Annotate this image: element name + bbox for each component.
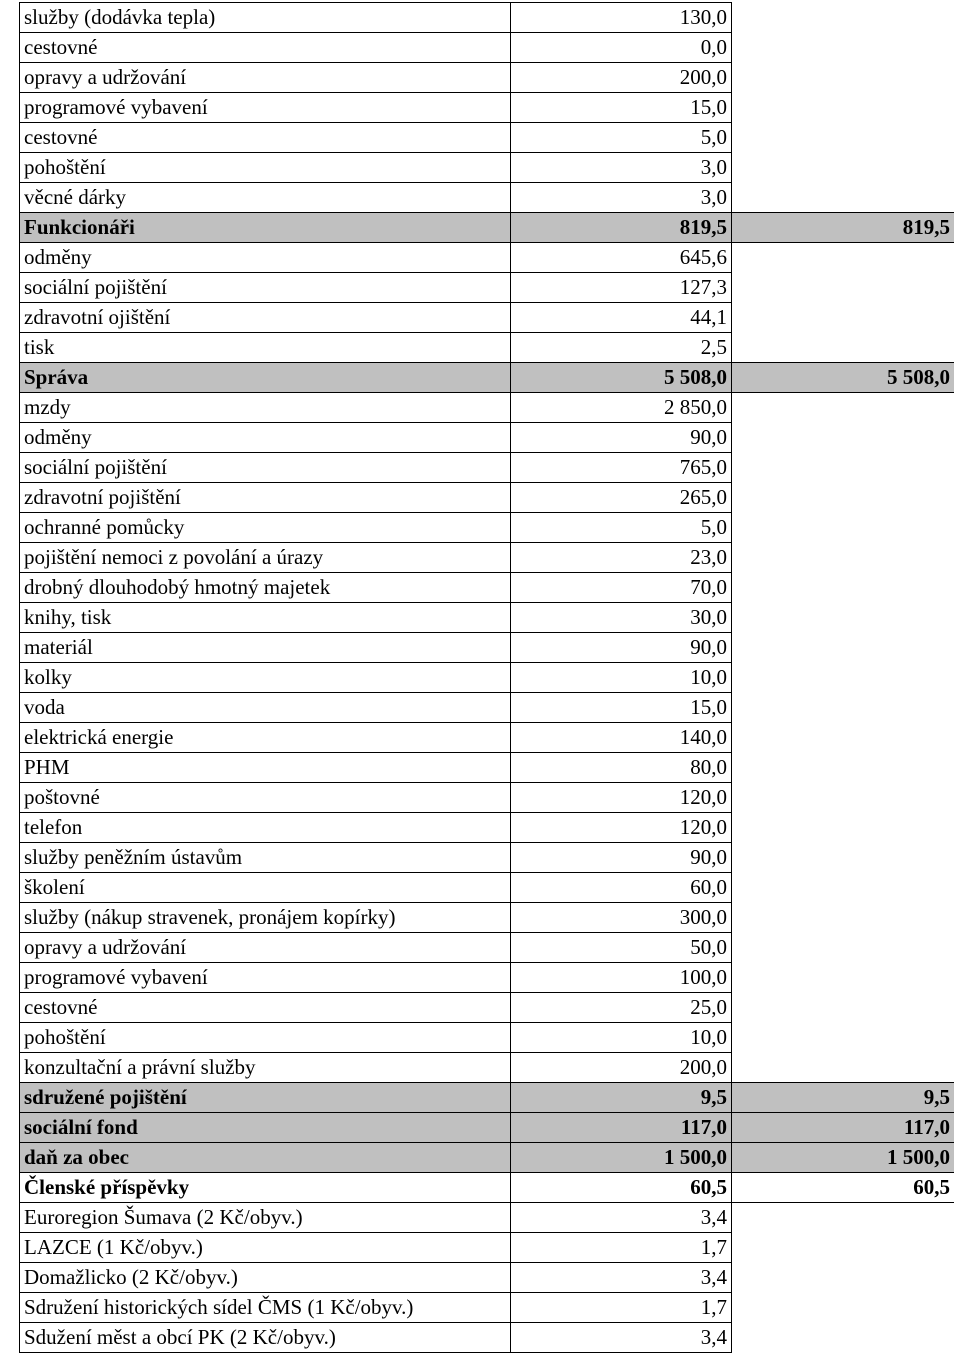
table-row bbox=[20, 423, 955, 453]
row-total bbox=[732, 723, 955, 753]
table-row bbox=[20, 543, 955, 573]
table-row bbox=[20, 963, 955, 993]
row-total bbox=[732, 183, 955, 213]
row-value: 140,0 bbox=[511, 723, 732, 753]
row-label: Správa bbox=[20, 363, 511, 393]
row-value: 130,0 bbox=[511, 3, 732, 33]
row-total bbox=[732, 63, 955, 93]
row-label: konzultační a právní služby bbox=[20, 1053, 511, 1083]
row-value: 15,0 bbox=[511, 693, 732, 723]
row-total bbox=[732, 633, 955, 663]
row-value: 100,0 bbox=[511, 963, 732, 993]
row-total: 5 508,0 bbox=[732, 363, 955, 393]
row-label: věcné dárky bbox=[20, 183, 511, 213]
row-value: 120,0 bbox=[511, 783, 732, 813]
table-row bbox=[20, 843, 955, 873]
table-row bbox=[20, 933, 955, 963]
row-label: služby peněžním ústavům bbox=[20, 843, 511, 873]
row-label: tisk bbox=[20, 333, 511, 363]
table-row bbox=[20, 1233, 955, 1263]
row-value: 765,0 bbox=[511, 453, 732, 483]
row-value: 1,7 bbox=[511, 1233, 732, 1263]
row-label: opravy a udržování bbox=[20, 63, 511, 93]
table-row bbox=[20, 633, 955, 663]
row-value: 5,0 bbox=[511, 123, 732, 153]
row-label: Sdužení měst a obcí PK (2 Kč/obyv.) bbox=[20, 1323, 511, 1353]
row-value: 265,0 bbox=[511, 483, 732, 513]
table-row bbox=[20, 303, 955, 333]
row-label: programové vybavení bbox=[20, 963, 511, 993]
table-row bbox=[20, 93, 955, 123]
row-value: 0,0 bbox=[511, 33, 732, 63]
row-total bbox=[732, 33, 955, 63]
row-value: 2 850,0 bbox=[511, 393, 732, 423]
table-row bbox=[20, 1173, 955, 1203]
row-value: 1 500,0 bbox=[511, 1143, 732, 1173]
row-label: daň za obec bbox=[20, 1143, 511, 1173]
row-total: 60,5 bbox=[732, 1173, 955, 1203]
row-value: 25,0 bbox=[511, 993, 732, 1023]
row-value: 3,4 bbox=[511, 1263, 732, 1293]
row-total bbox=[732, 873, 955, 903]
row-label: cestovné bbox=[20, 993, 511, 1023]
row-value: 10,0 bbox=[511, 1023, 732, 1053]
table-row bbox=[20, 1263, 955, 1293]
row-label: voda bbox=[20, 693, 511, 723]
table-row bbox=[20, 243, 955, 273]
row-total bbox=[732, 3, 955, 33]
row-total bbox=[732, 1323, 955, 1353]
row-label: pohoštění bbox=[20, 153, 511, 183]
row-label: cestovné bbox=[20, 123, 511, 153]
table-row bbox=[20, 603, 955, 633]
table-row bbox=[20, 393, 955, 423]
row-total bbox=[732, 813, 955, 843]
row-label: sdružené pojištění bbox=[20, 1083, 511, 1113]
table-row bbox=[20, 753, 955, 783]
row-total bbox=[732, 903, 955, 933]
table-row bbox=[20, 1083, 955, 1113]
row-value: 60,0 bbox=[511, 873, 732, 903]
row-value: 23,0 bbox=[511, 543, 732, 573]
row-total bbox=[732, 603, 955, 633]
row-label: odměny bbox=[20, 243, 511, 273]
row-value: 90,0 bbox=[511, 843, 732, 873]
row-value: 50,0 bbox=[511, 933, 732, 963]
row-label: Sdružení historických sídel ČMS (1 Kč/obyv.) bbox=[20, 1293, 511, 1323]
row-total bbox=[732, 663, 955, 693]
row-total bbox=[732, 93, 955, 123]
row-total bbox=[732, 693, 955, 723]
table-row bbox=[20, 723, 955, 753]
budget-table bbox=[19, 2, 954, 1353]
table-row bbox=[20, 1323, 955, 1353]
row-label: PHM bbox=[20, 753, 511, 783]
row-total bbox=[732, 1203, 955, 1233]
row-value: 819,5 bbox=[511, 213, 732, 243]
row-value: 3,0 bbox=[511, 153, 732, 183]
row-total: 9,5 bbox=[732, 1083, 955, 1113]
table-row bbox=[20, 663, 955, 693]
row-value: 1,7 bbox=[511, 1293, 732, 1323]
table-row bbox=[20, 483, 955, 513]
row-value: 3,4 bbox=[511, 1203, 732, 1233]
table-row bbox=[20, 63, 955, 93]
row-total: 819,5 bbox=[732, 213, 955, 243]
row-total bbox=[732, 753, 955, 783]
row-total: 117,0 bbox=[732, 1113, 955, 1143]
row-total bbox=[732, 963, 955, 993]
row-label: Členské příspěvky bbox=[20, 1173, 511, 1203]
row-label: sociální fond bbox=[20, 1113, 511, 1143]
table-row bbox=[20, 903, 955, 933]
row-label: telefon bbox=[20, 813, 511, 843]
row-value: 3,4 bbox=[511, 1323, 732, 1353]
row-label: Funkcionáři bbox=[20, 213, 511, 243]
row-label: služby (dodávka tepla) bbox=[20, 3, 511, 33]
row-value: 127,3 bbox=[511, 273, 732, 303]
table-row bbox=[20, 33, 955, 63]
row-label: pohoštění bbox=[20, 1023, 511, 1053]
row-label: školení bbox=[20, 873, 511, 903]
table-row bbox=[20, 873, 955, 903]
row-label: programové vybavení bbox=[20, 93, 511, 123]
table-row bbox=[20, 693, 955, 723]
row-label: Euroregion Šumava (2 Kč/obyv.) bbox=[20, 1203, 511, 1233]
row-total bbox=[732, 303, 955, 333]
row-total bbox=[732, 1293, 955, 1323]
row-value: 9,5 bbox=[511, 1083, 732, 1113]
row-value: 44,1 bbox=[511, 303, 732, 333]
row-value: 3,0 bbox=[511, 183, 732, 213]
table-row bbox=[20, 3, 955, 33]
table-row bbox=[20, 1143, 955, 1173]
row-label: opravy a udržování bbox=[20, 933, 511, 963]
row-label: Domažlicko (2 Kč/obyv.) bbox=[20, 1263, 511, 1293]
row-total bbox=[732, 243, 955, 273]
row-label: služby (nákup stravenek, pronájem kopírky) bbox=[20, 903, 511, 933]
table-row bbox=[20, 153, 955, 183]
row-label: mzdy bbox=[20, 393, 511, 423]
table-row bbox=[20, 1293, 955, 1323]
row-label: zdravotní ojištění bbox=[20, 303, 511, 333]
table-row bbox=[20, 453, 955, 483]
table-row bbox=[20, 273, 955, 303]
row-value: 90,0 bbox=[511, 423, 732, 453]
row-label: zdravotní pojištění bbox=[20, 483, 511, 513]
table-row bbox=[20, 573, 955, 603]
table-row bbox=[20, 813, 955, 843]
row-label: kolky bbox=[20, 663, 511, 693]
row-total bbox=[732, 513, 955, 543]
row-value: 5 508,0 bbox=[511, 363, 732, 393]
row-label: pojištění nemoci z povolání a úrazy bbox=[20, 543, 511, 573]
row-label: LAZCE (1 Kč/obyv.) bbox=[20, 1233, 511, 1263]
row-total bbox=[732, 573, 955, 603]
row-label: sociální pojištění bbox=[20, 453, 511, 483]
table-row bbox=[20, 1023, 955, 1053]
table-row bbox=[20, 513, 955, 543]
row-value: 300,0 bbox=[511, 903, 732, 933]
row-total bbox=[732, 123, 955, 153]
row-value: 30,0 bbox=[511, 603, 732, 633]
row-total bbox=[732, 543, 955, 573]
row-total: 1 500,0 bbox=[732, 1143, 955, 1173]
row-label: elektrická energie bbox=[20, 723, 511, 753]
row-value: 60,5 bbox=[511, 1173, 732, 1203]
table-row bbox=[20, 1203, 955, 1233]
row-total bbox=[732, 843, 955, 873]
row-total bbox=[732, 153, 955, 183]
row-total bbox=[732, 273, 955, 303]
row-value: 120,0 bbox=[511, 813, 732, 843]
row-label: odměny bbox=[20, 423, 511, 453]
row-total bbox=[732, 783, 955, 813]
row-value: 117,0 bbox=[511, 1113, 732, 1143]
row-total bbox=[732, 453, 955, 483]
row-value: 5,0 bbox=[511, 513, 732, 543]
row-value: 645,6 bbox=[511, 243, 732, 273]
table-row bbox=[20, 333, 955, 363]
table-row bbox=[20, 993, 955, 1023]
row-value: 200,0 bbox=[511, 1053, 732, 1083]
row-label: cestovné bbox=[20, 33, 511, 63]
row-value: 200,0 bbox=[511, 63, 732, 93]
row-value: 2,5 bbox=[511, 333, 732, 363]
table-row bbox=[20, 123, 955, 153]
row-label: ochranné pomůcky bbox=[20, 513, 511, 543]
row-total bbox=[732, 933, 955, 963]
table-row bbox=[20, 783, 955, 813]
budget-table-body bbox=[20, 3, 955, 1353]
row-value: 10,0 bbox=[511, 663, 732, 693]
row-total bbox=[732, 1233, 955, 1263]
row-total bbox=[732, 1263, 955, 1293]
row-label: knihy, tisk bbox=[20, 603, 511, 633]
table-row bbox=[20, 363, 955, 393]
row-value: 15,0 bbox=[511, 93, 732, 123]
row-total bbox=[732, 1053, 955, 1083]
row-total bbox=[732, 393, 955, 423]
row-total bbox=[732, 333, 955, 363]
row-total bbox=[732, 483, 955, 513]
row-label: materiál bbox=[20, 633, 511, 663]
row-total bbox=[732, 423, 955, 453]
table-row bbox=[20, 213, 955, 243]
table-row bbox=[20, 1053, 955, 1083]
row-label: sociální pojištění bbox=[20, 273, 511, 303]
row-value: 70,0 bbox=[511, 573, 732, 603]
table-row bbox=[20, 1113, 955, 1143]
row-value: 80,0 bbox=[511, 753, 732, 783]
row-value: 90,0 bbox=[511, 633, 732, 663]
row-total bbox=[732, 1023, 955, 1053]
row-label: poštovné bbox=[20, 783, 511, 813]
row-total bbox=[732, 993, 955, 1023]
row-label: drobný dlouhodobý hmotný majetek bbox=[20, 573, 511, 603]
table-row bbox=[20, 183, 955, 213]
